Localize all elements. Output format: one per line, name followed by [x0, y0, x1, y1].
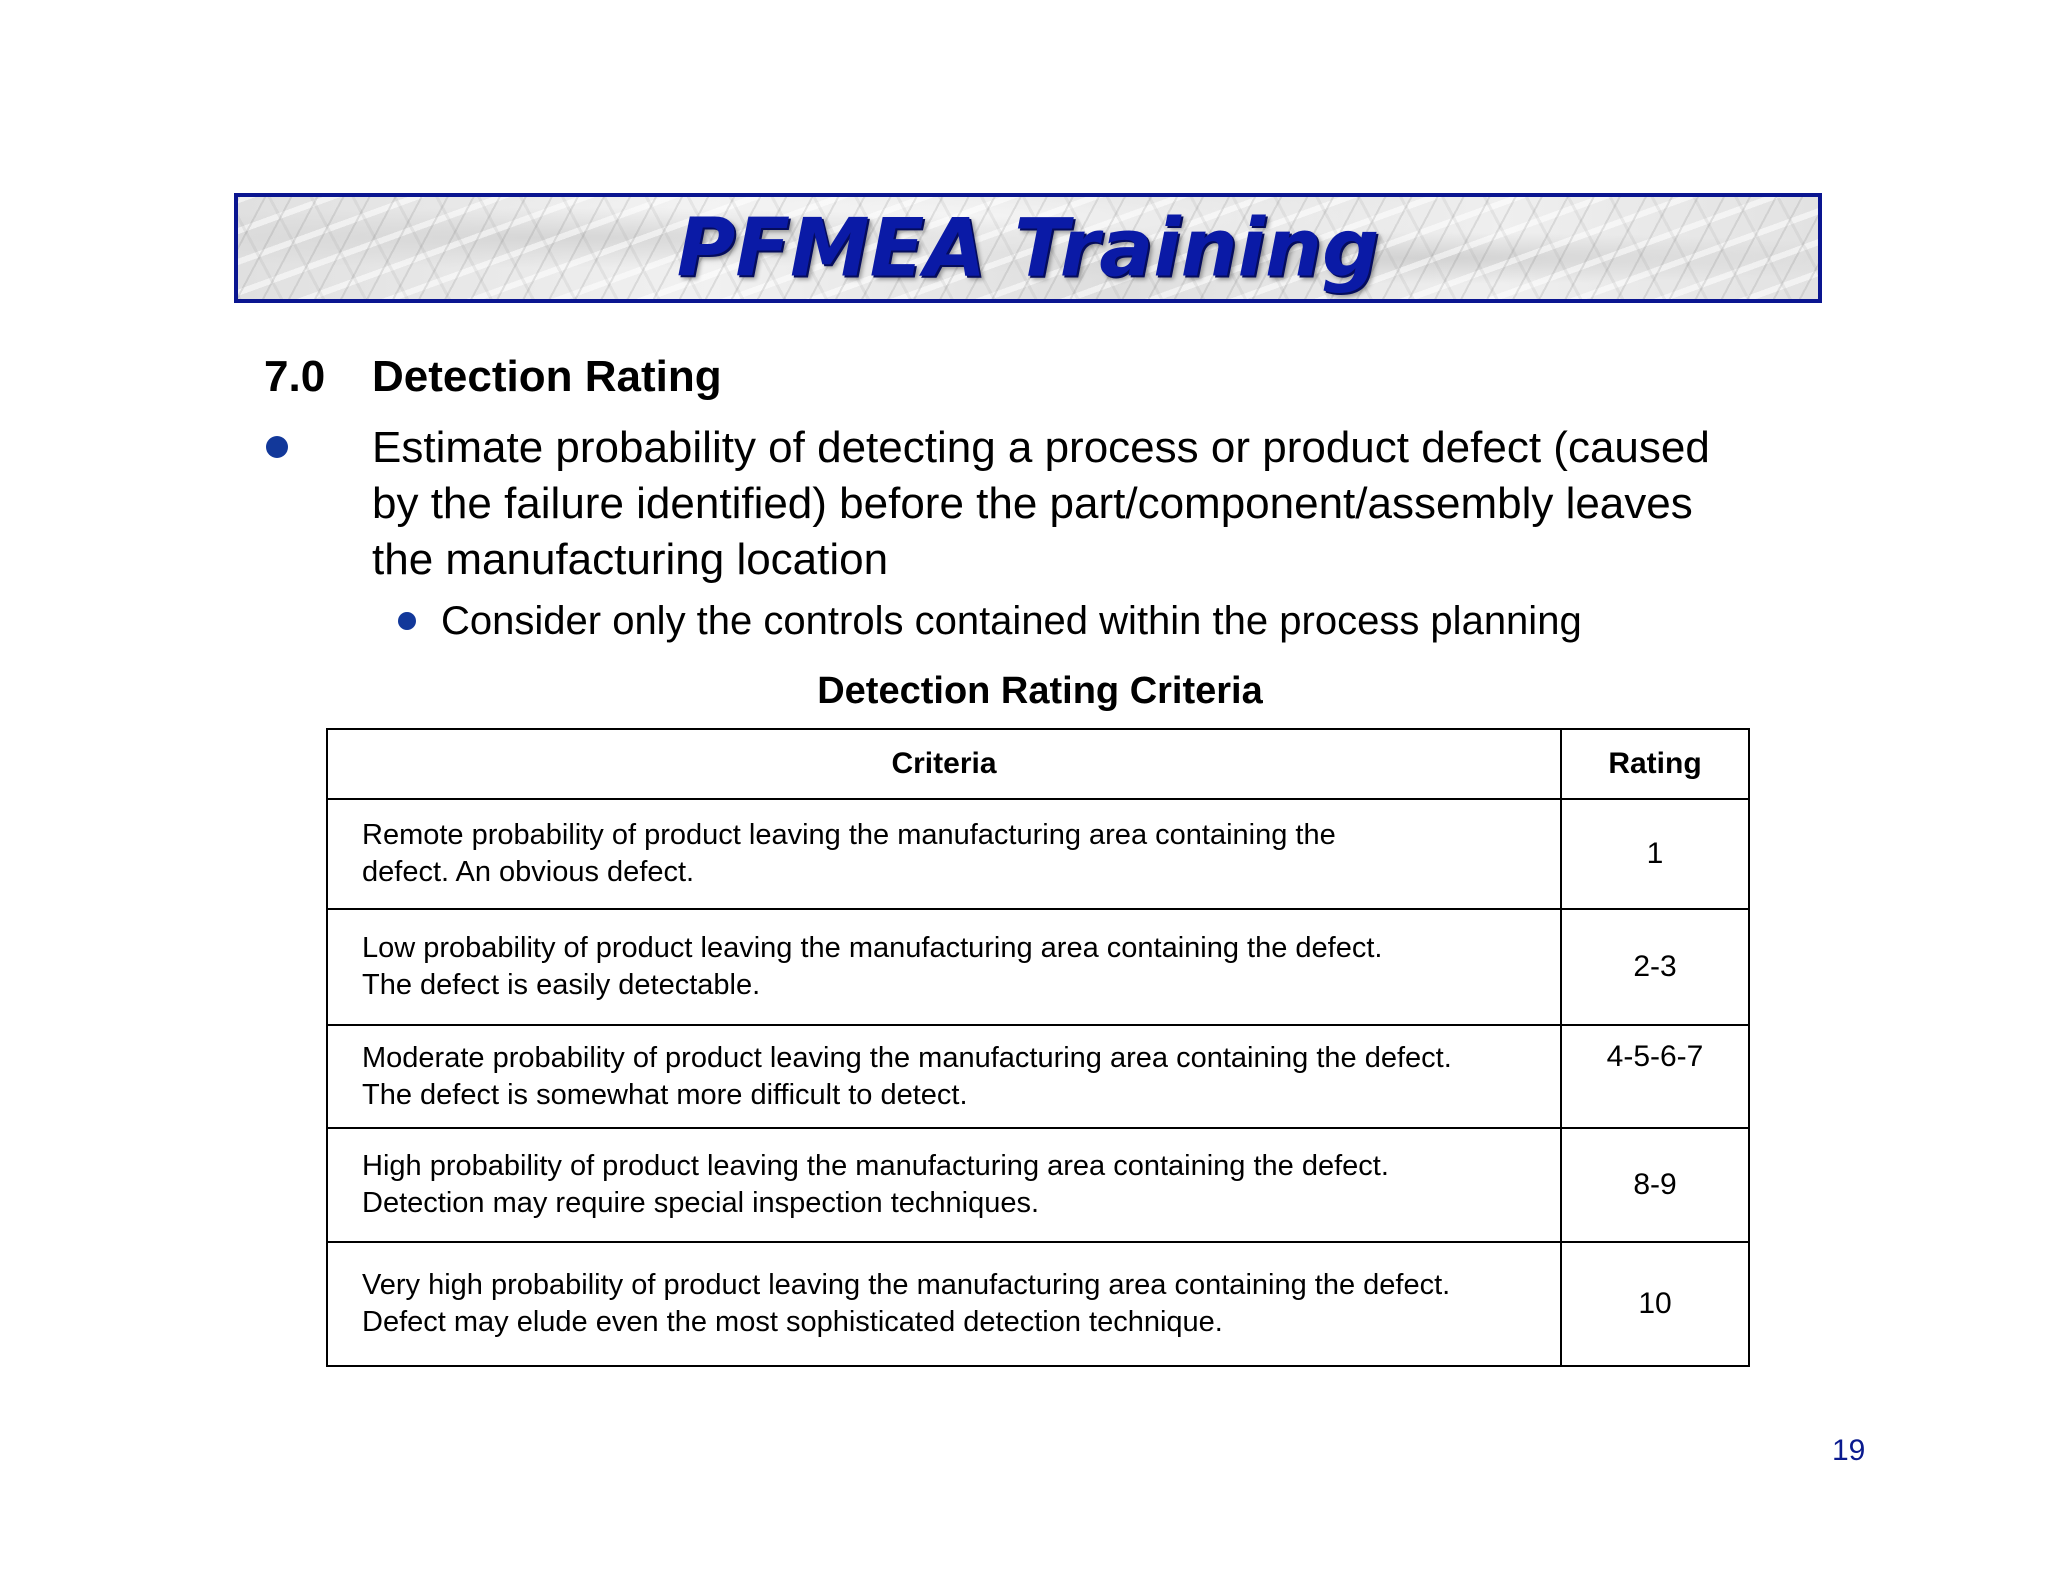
slide-title: PFMEA Training — [676, 201, 1380, 295]
section-number: 7.0 — [264, 352, 326, 401]
criteria-cell: Remote probability of product leaving the manufacturing area containing the defect. An obvious defect. — [327, 799, 1561, 909]
table-caption: Detection Rating Criteria — [817, 670, 1263, 712]
criteria-cell: High probability of product leaving the manufacturing area containing the defect. Detection may require special inspection techniques. — [327, 1128, 1561, 1242]
table-header-row — [327, 729, 1749, 799]
detection-rating-table — [326, 728, 1750, 1367]
table-row — [327, 1025, 1749, 1128]
rating-cell: 10 — [1561, 1242, 1749, 1366]
rating-cell: 1 — [1561, 799, 1749, 909]
criteria-header: Criteria — [327, 729, 1561, 799]
criteria-cell: Low probability of product leaving the manufacturing area containing the defect. The defect is easily detectable. — [327, 909, 1561, 1025]
table-row — [327, 799, 1749, 909]
section-title: Detection Rating — [372, 352, 722, 401]
title-banner — [234, 193, 1822, 303]
sub-bullet-text: Consider only the controls contained within the process planning — [441, 599, 1582, 643]
page-number: 19 — [1832, 1434, 1866, 1467]
main-bullet-text: Estimate probability of detecting a process or product defect (caused by the failure identified) before the part/component/assembly leaves the manufacturing location — [372, 423, 1710, 584]
bullet-dot-icon — [266, 436, 288, 458]
table-row — [327, 1128, 1749, 1242]
table-row — [327, 909, 1749, 1025]
rating-cell: 8-9 — [1561, 1128, 1749, 1242]
rating-header: Rating — [1561, 729, 1749, 799]
sub-bullet-dot-icon — [398, 612, 416, 630]
criteria-cell: Moderate probability of product leaving the manufacturing area containing the defect. The defect is somewhat more difficult to detect. — [327, 1025, 1561, 1128]
table-row — [327, 1242, 1749, 1366]
rating-cell: 2-3 — [1561, 909, 1749, 1025]
rating-cell: 4-5-6-7 — [1561, 1025, 1749, 1128]
criteria-cell: Very high probability of product leaving the manufacturing area containing the defect. Defect may elude even the most sophisticated detection technique. — [327, 1242, 1561, 1366]
